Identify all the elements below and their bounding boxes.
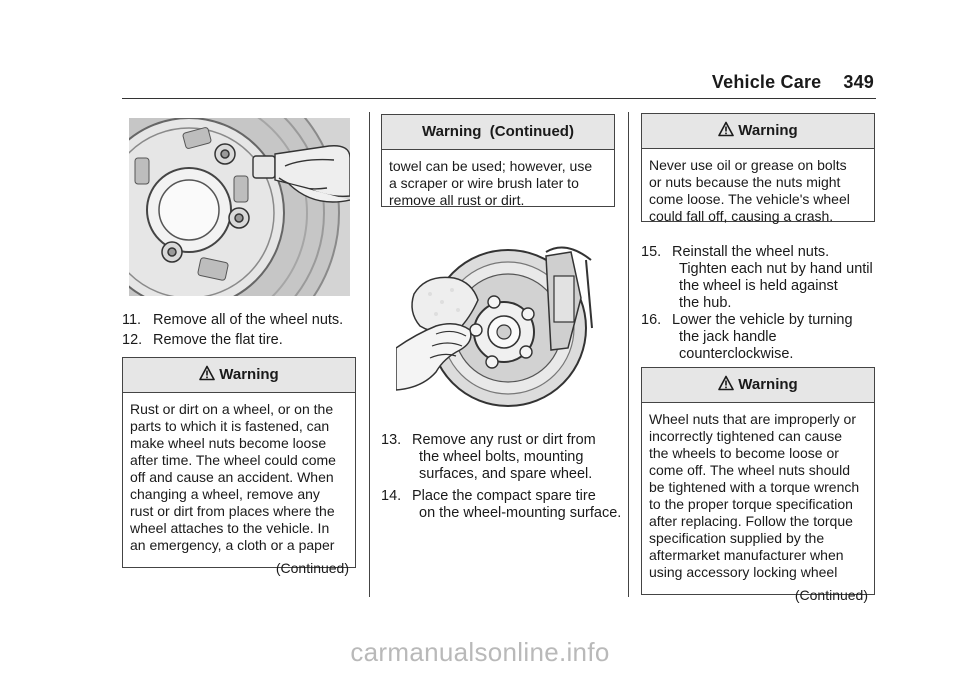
warning-title: Warning [219,366,279,383]
hub-cleaning-illustration [396,238,596,416]
warning-header [642,368,874,403]
step-line: Tighten each nut by hand until [679,261,873,277]
step-line: surfaces, and spare wheel. [419,466,593,482]
warning-line: parts to which it is fastened, can [130,418,330,434]
warning-header: Warning (Continued) [382,115,614,150]
warning-line: using accessory locking wheel [649,564,838,580]
step-number: 16. [641,312,662,328]
warning-title: Warning [738,376,798,393]
warning-line: come loose. The vehicle's wheel [649,191,850,207]
warning-line: off and cause an accident. When [130,469,334,485]
warning-line: changing a wheel, remove any [130,486,320,502]
step-line: Lower the vehicle by turning [672,312,853,328]
step-15 [641,244,881,312]
warning-box-rust [122,357,356,576]
step-line: Remove any rust or dirt from [412,432,596,448]
warning-body [642,403,874,587]
warning-header [642,114,874,149]
step-line: the jack handle [679,329,777,345]
warning-line: to the proper torque specification [649,496,853,512]
continued-label: (Continued) [794,587,868,603]
warning-line: incorrectly tightened can cause [649,428,842,444]
wheel-nuts-drawing [129,118,350,296]
step-text: Remove the flat tire. [153,332,283,348]
step-line: Reinstall the wheel nuts. [672,244,830,260]
warning-line: an emergency, a cloth or a paper [130,537,335,553]
section-title: Vehicle Care [711,72,822,92]
warning-line: be tightened with a torque wrench [649,479,860,495]
wheel-nuts-illustration [129,118,350,296]
warning-line: aftermarket manufacturer when [649,547,844,563]
header-rule [122,98,876,99]
warning-line: a scraper or wire brush later to [389,175,579,191]
warning-body [642,149,874,231]
warning-line: remove all rust or dirt. [389,192,525,208]
warning-line: specification supplied by the [649,530,825,546]
step-line: Place the compact spare tire [412,488,596,504]
hub-cleaning-drawing [396,238,596,416]
warning-line: could fall off, causing a crash. [649,208,834,224]
warning-line: after replacing. Follow the torque [649,513,853,529]
warning-title: Warning [738,122,798,139]
page-header [712,72,874,93]
warning-box-torque [641,367,875,603]
warning-triangle-icon [718,121,734,137]
step-line: the wheel is held against [679,278,838,294]
step-16 [641,312,881,363]
step-line: the hub. [679,295,732,311]
warning-box-continued [381,114,615,207]
step-14 [381,488,625,522]
step-text: Remove all of the wheel nuts. [153,312,344,328]
step-number: 13. [381,432,402,448]
warning-body [382,150,614,215]
step-line: the wheel bolts, mounting [419,449,584,465]
warning-line: make wheel nuts become loose [130,435,327,451]
warning-line: wheel attaches to the vehicle. In [130,520,330,536]
step-13 [381,432,625,483]
warning-line: Rust or dirt on a wheel, or on the [130,401,334,417]
watermark: carmanualsonline.info [350,637,610,667]
warning-line: towel can be used; however, use [389,158,593,174]
step-number: 15. [641,244,662,260]
warning-triangle-icon [718,375,734,391]
step-number: 11. [122,312,142,328]
warning-line: or nuts because the nuts might [649,174,841,190]
column-divider [628,112,629,597]
warning-line: Never use oil or grease on bolts [649,157,847,173]
step-11 [122,312,362,329]
warning-line: Wheel nuts that are improperly or [649,411,856,427]
step-line: counterclockwise. [679,346,794,362]
column-divider [369,112,370,597]
warning-line: rust or dirt from places where the [130,503,335,519]
warning-header [123,358,355,393]
step-number: 12. [122,332,143,348]
warning-line: the wheels to become loose or [649,445,839,461]
step-line: on the wheel-mounting surface. [419,505,622,521]
warning-box-oil [641,113,875,222]
warning-line: after time. The wheel could come [130,452,336,468]
warning-line: come off. The wheel nuts should [649,462,851,478]
warning-body [123,393,355,560]
page-number: 349 [843,72,874,92]
step-number: 14. [381,488,402,504]
continued-label: (Continued) [275,560,349,576]
step-12 [122,332,362,349]
warning-triangle-icon [199,365,215,381]
